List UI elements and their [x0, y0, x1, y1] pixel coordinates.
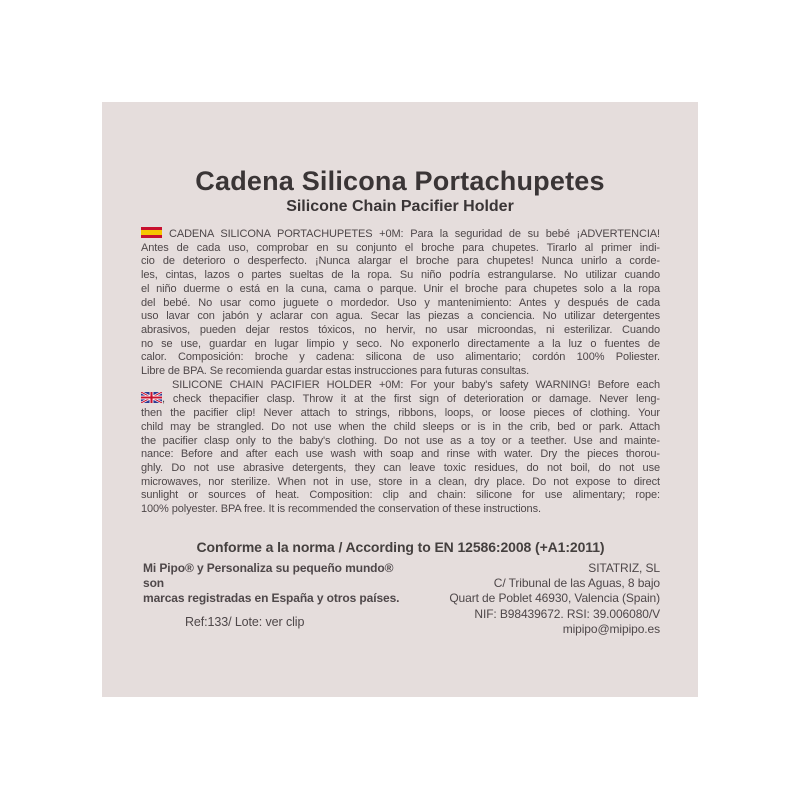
instruction-line-en: 100% polyester. BPA free. It is recommended the conservation of these instructions.: [141, 503, 541, 516]
instruction-line-en: sunlight or sources of heat. Composition: clip and chain: silicone for use alimentary; rope:: [141, 489, 660, 502]
instruction-line-es: Libre de BPA. Se recomienda guardar estas instrucciones para futuras consultas.: [141, 365, 530, 378]
standard-compliance-line: Conforme a la norma / According to EN 12586:2008 (+A1:2011): [196, 539, 605, 555]
instruction-line-en: microwaves, nor sterilize. When not in use, store in a clean, dry place. Do not expose to direct: [141, 475, 660, 488]
company-email: mipipo@mipipo.es: [562, 621, 660, 636]
trademark-line: Mi Pipo® y Personaliza su pequeño mundo® son: [143, 561, 394, 590]
instruction-line-en: [141, 392, 660, 407]
company-address-line: C/ Tribunal de las Aguas, 8 bajo: [493, 576, 660, 591]
instruction-line-es: calor. Composición: broche y cadena: silicona de uso alimentario; cordón 100% Poliester.: [141, 351, 660, 364]
company-tax-id-line: NIF: B98439672. RSI: 39.006080/V: [474, 606, 660, 621]
product-title: Cadena Silicona Portachupetes: [195, 166, 605, 196]
instruction-line-es: del bebé. No usar como juguete o mordedor. Uso y mantenimiento: Antes y después de cada: [141, 296, 660, 309]
instruction-line-es: el niño duerme o está en la cuna, cama o parque. Unir el broche para chupetes solo a la ropa: [141, 282, 660, 295]
instruction-line-en: child may be strangled. Do not use when the child sleeps or is in the crib, bed or park. Attach: [141, 420, 660, 433]
product-subtitle: Silicone Chain Pacifier Holder: [286, 198, 514, 215]
instruction-line-en: nance: Before and after each use wash with soap and rinse with water. Dry the pieces thorou-: [141, 448, 660, 461]
instruction-line-es: cio de deterioro o desperfecto. ¡Nunca alargar el broche para chupetes! Nunca unirlo a corde-: [141, 255, 660, 268]
instruction-line-en: then the pacifier clip! Never attach to strings, ribbons, loops, or loose pieces of clothing. Your: [141, 407, 660, 420]
instruction-line-es: [141, 227, 660, 242]
instruction-line-text: CADENA SILICONA PORTACHUPETES +0M: Para la seguridad de su bebé ¡ADVERTENCIA!: [169, 228, 660, 240]
instruction-line-en: [141, 379, 660, 393]
instruction-line-es: Antes de cada uso, comprobar en su conjunto el broche para chupetes. Tirarlo al primer indi-: [141, 241, 660, 254]
company-address-line: Quart de Poblet 46930, Valencia (Spain): [449, 591, 660, 606]
instruction-line-en: ghly. Do not use abrasive detergents, they can leave toxic residues, do not boil, do not use: [141, 461, 660, 474]
instruction-line-es: uso lavar con jabón y aclarar con agua. Secar las piezas a conciencia. No utilizar detergentes: [141, 310, 660, 323]
instruction-line-es: les, cintas, lazos o partes sueltas de la ropa. Su niño podría estrangularse. No utilizar cuando: [141, 269, 660, 282]
instruction-line-es: abrasivos, pueden dejar restos tóxicos, no hervir, no usar microondas, ni esterilizar. Cuando: [141, 323, 660, 336]
company-name: SITATRIZ, SL: [588, 561, 660, 575]
instruction-line-text: SILICONE CHAIN PACIFIER HOLDER +0M: For your baby's safety WARNING! Before each: [172, 378, 660, 391]
product-label-panel: [102, 102, 698, 697]
instruction-line-text: , check thepacifier clasp. Throw it at the first sign of deterioration or damage. Never leng-: [162, 393, 660, 406]
company-address-block: [380, 561, 660, 637]
instruction-line-es: no se use, guardar en lugar limpio y seco. No exponerlo directamente a la luz o fuentes de: [141, 337, 660, 350]
trademark-line: marcas registradas en España y otros países.: [143, 591, 400, 605]
spain-flag-icon: [141, 227, 162, 238]
instructions-text: [141, 227, 660, 517]
uk-flag-icon: [141, 392, 162, 403]
trademark-notice: [143, 561, 413, 606]
instruction-line-en: the pacifier clasp only to the baby's clothing. Do not use as a toy or a teether. Use and mainte-: [141, 434, 660, 447]
reference-lot-line: Ref:133/ Lote: ver clip: [185, 615, 305, 629]
